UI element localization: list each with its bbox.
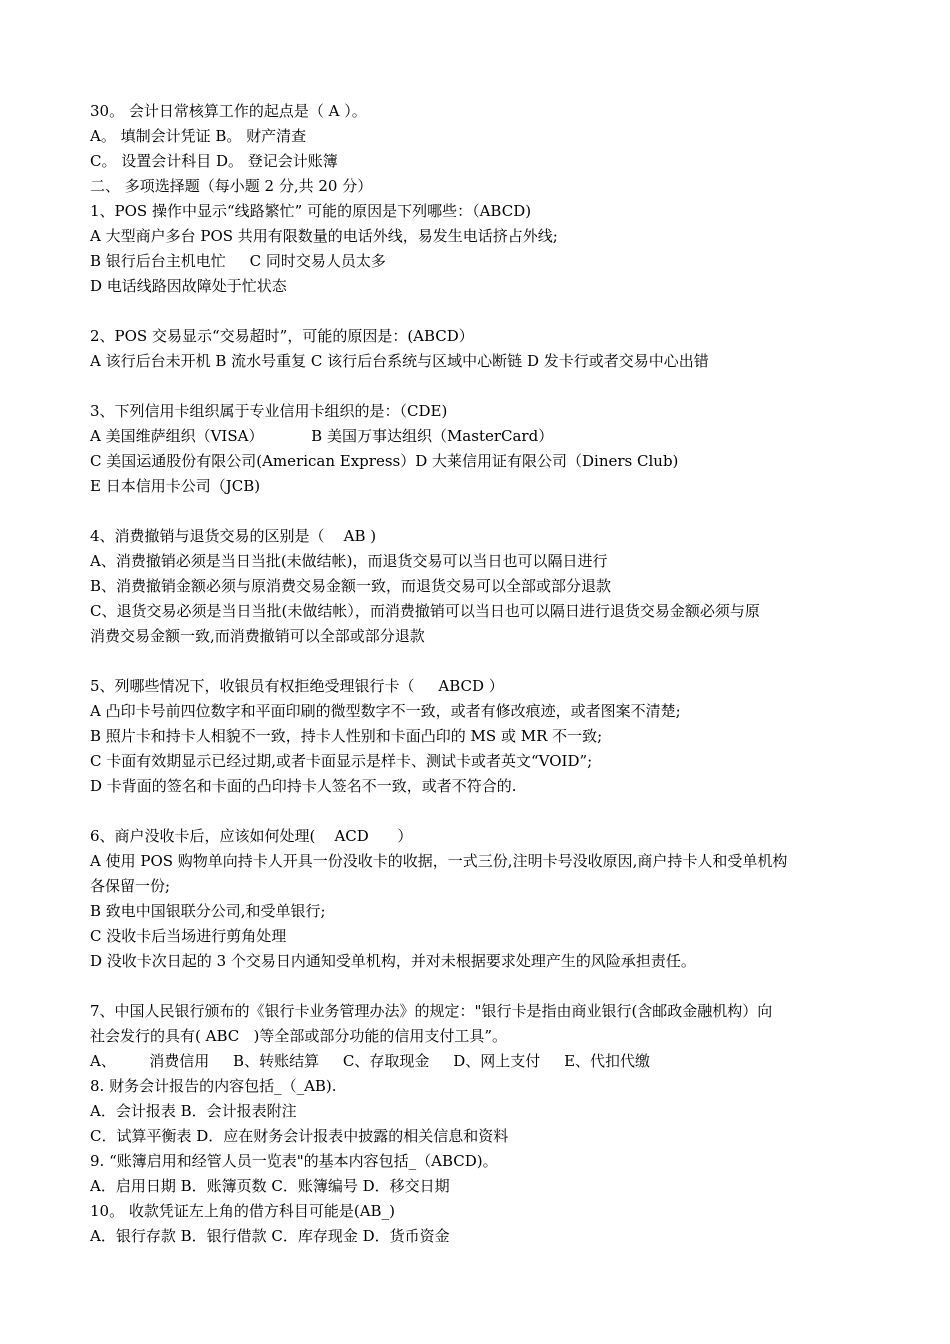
- blank-line: [90, 974, 870, 999]
- blank-line: [90, 649, 870, 674]
- text-line: A．会计报表 B．会计报表附注: [90, 1102, 297, 1120]
- text-line: A．启用日期 B．账簿页数 C．账簿编号 D．移交日期: [90, 1177, 450, 1195]
- question-text: 3、下列信用卡组织属于专业信用卡组织的是：（CDE): [90, 402, 448, 420]
- text-line: E 日本信用卡公司（JCB): [90, 477, 261, 495]
- text-line: D 没收卡次日起的 3 个交易日内通知受单机构，并对未根据要求处理产生的风险承担责任。: [90, 952, 696, 970]
- question-text: 7、中国人民银行颁布的《银行卡业务管理办法》的规定："银行卡是指由商业银行(含邮政金融机构）向: [90, 1002, 773, 1020]
- text-line: D 卡背面的签名和卡面的凸印持卡人签名不一致，或者不符合的.: [90, 777, 517, 795]
- document-page: [90, 99, 870, 1249]
- text-line: A．银行存款 B．银行借款 C．库存现金 D．货币资金: [90, 1227, 450, 1245]
- question-text: 8. 财务会计报告的内容包括_（_AB).: [90, 1077, 337, 1095]
- blank-line: [90, 374, 870, 399]
- text-line: C．试算平衡表 D．应在财务会计报表中披露的相关信息和资料: [90, 1127, 509, 1145]
- text-line: 各保留一份;: [90, 877, 171, 895]
- question-text: 6、商户没收卡后，应该如何处理( ACD ）: [90, 827, 413, 845]
- question-text: 2、POS 交易显示“交易超时”，可能的原因是：(ABCD）: [90, 327, 474, 345]
- text-line: C 没收卡后当场进行剪角处理: [90, 927, 287, 945]
- text-line: A 美国维萨组织（VISA） B 美国万事达组织（MasterCard）: [90, 427, 554, 445]
- text-line: A、 消费信用 B、转账结算 C、存取现金 D、网上支付 E、代扣代缴: [90, 1052, 651, 1070]
- text-line: A 使用 POS 购物单向持卡人开具一份没收卡的收据，一式三份,注明卡号没收原因,商户持卡人和受单机构: [90, 852, 788, 870]
- question-text: 1、POS 操作中显示“线路繁忙” 可能的原因是下列哪些：（ABCD): [90, 202, 532, 220]
- section-heading: 二、 多项选择题（每小题 2 分,共 20 分）: [90, 177, 373, 195]
- question-text: 10。 收款凭证左上角的借方科目可能是(AB_): [90, 1202, 395, 1220]
- text-line: C 卡面有效期显示已经过期,或者卡面显示是样卡、测试卡或者英文“VOID”;: [90, 752, 593, 770]
- text-line: A 该行后台未开机 B 流水号重复 C 该行后台系统与区域中心断链 D 发卡行或者交易中心出错: [90, 352, 709, 370]
- text-line: B、消费撤销金额必须与原消费交易金额一致，而退货交易可以全部或部分退款: [90, 577, 612, 595]
- text-line: 消费交易金额一致,而消费撤销可以全部或部分退款: [90, 627, 425, 645]
- text-line: C 美国运通股份有限公司(American Express）D 大莱信用证有限公司（Diners Club): [90, 452, 679, 470]
- text-line: 30。 会计日常核算工作的起点是（ A ）。: [90, 102, 367, 120]
- text-line: A。 填制会计凭证 B。 财产清查: [90, 127, 307, 145]
- question-text: 9. “账簿启用和经管人员一览表"的基本内容包括_（ABCD)。: [90, 1152, 498, 1170]
- question-text: 4、消费撤销与退货交易的区别是（ AB ): [90, 527, 377, 545]
- blank-line: [90, 299, 870, 324]
- text-line: B 银行后台主机电忙 C 同时交易人员太多: [90, 252, 386, 270]
- blank-line: [90, 799, 870, 824]
- text-line: A、消费撤销必须是当日当批(未做结帐)，而退货交易可以当日也可以隔日进行: [90, 552, 608, 570]
- blank-line: [90, 499, 870, 524]
- text-line: D 电话线路因故障处于忙状态: [90, 277, 287, 295]
- text-line: A 大型商户多台 POS 共用有限数量的电话外线，易发生电话挤占外线;: [90, 227, 558, 245]
- text-line: C、退货交易必须是当日当批(未做结帐），而消费撤销可以当日也可以隔日进行退货交易金额必须与原: [90, 602, 760, 620]
- text-line: A 凸印卡号前四位数字和平面印刷的微型数字不一致，或者有修改痕迹，或者图案不清楚;: [90, 702, 681, 720]
- text-line: C。 设置会计科目 D。 登记会计账簿: [90, 152, 338, 170]
- text-line: 社会发行的具有( ABC )等全部或部分功能的信用支付工具”。: [90, 1027, 508, 1045]
- text-line: B 照片卡和持卡人相貌不一致，持卡人性别和卡面凸印的 MS 或 MR 不一致;: [90, 727, 603, 745]
- text-line: B 致电中国银联分公司,和受单银行;: [90, 902, 326, 920]
- question-text: 5、列哪些情况下，收银员有权拒绝受理银行卡（ ABCD ）: [90, 677, 504, 695]
